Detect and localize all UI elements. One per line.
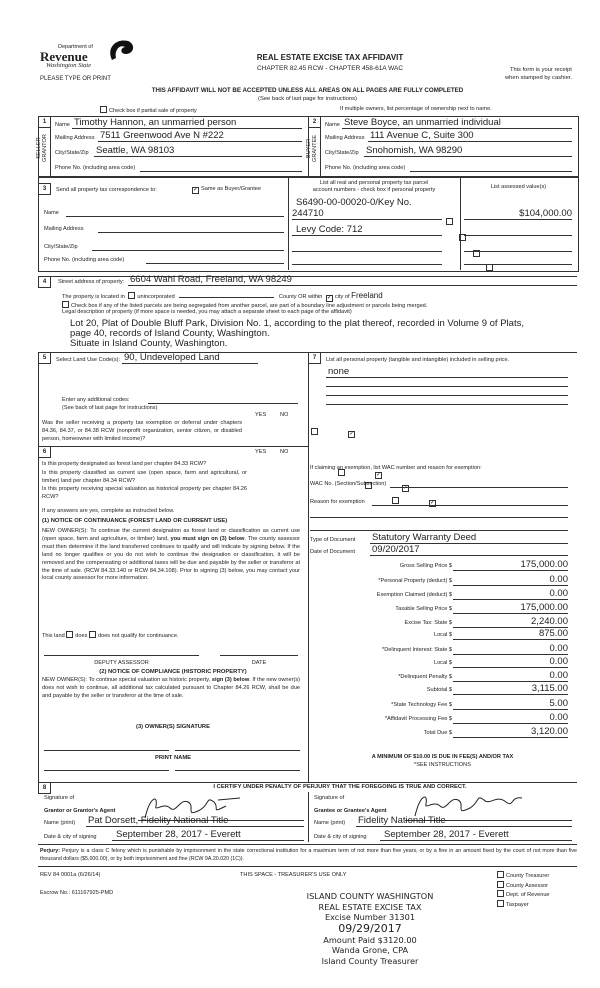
- underline: [326, 377, 568, 378]
- personal-property-label: List all personal property (tangible and intangible) included in selling price.: [326, 357, 510, 363]
- date-city-label: Date & city of signing: [314, 834, 367, 840]
- fee-value-field[interactable]: 5.00: [549, 698, 568, 709]
- buyer-city-field[interactable]: Snohomish, WA 98290: [366, 145, 463, 156]
- divider: [308, 792, 309, 842]
- underline: [122, 363, 258, 364]
- deputy-date-line[interactable]: [220, 655, 298, 656]
- personal-property-checkbox[interactable]: [446, 218, 453, 225]
- stamp-tax: REAL ESTATE EXCISE TAX: [318, 901, 422, 912]
- underline: [453, 599, 568, 600]
- reason-field[interactable]: [310, 517, 568, 518]
- fee-label: Taxable Selling Price $: [395, 606, 452, 612]
- forest-land-question: Is this property designated as forest land per chapter 84.33 RCW?: [42, 461, 207, 467]
- logo-state-text: Washington State: [46, 62, 92, 69]
- divider: [38, 844, 577, 845]
- divider: [38, 866, 577, 867]
- buyer-city-label: City/State/Zip: [325, 150, 359, 156]
- buyer-phone-field[interactable]: [410, 171, 572, 172]
- fee-label: Exemption Claimed (deduct) $: [376, 592, 452, 598]
- additional-codes-field[interactable]: [148, 403, 298, 404]
- grantee-date-field[interactable]: September 28, 2017 - Everett: [384, 829, 509, 840]
- legal-description-line[interactable]: Situate in Island County, Washington.: [70, 338, 228, 349]
- current-use-question: Is this property classified as current use (open space, farm and agricultural, or timber) land per chapter 84.34 RCW?: [42, 470, 247, 484]
- underline: [368, 141, 572, 142]
- checkbox[interactable]: [62, 301, 69, 308]
- notice-continuance-text: NEW OWNER(S): To continue the current designation as forest land or classification as current use (open space, farm and agriculture, or timber) land, you must sign on (3) below. The county assessor must then determine if the land transferred continues to qualify and will indicate by signing below. If the land no longer qualifies or you do not wish to continue the designation or classification, it will be removed and the compensating or additional taxes will be due and payable by the seller or transferor at the time of sale. (RCW 84.33.140 or RCW 84.34.108). Prior to signing (3) below, you may contact your local county assessor for more information.: [42, 528, 300, 582]
- checkbox[interactable]: [100, 106, 107, 113]
- date-label: DATE: [251, 660, 267, 666]
- section-number: 1: [38, 116, 51, 128]
- corr-phone-field[interactable]: [146, 263, 284, 264]
- section-number: 7: [308, 352, 321, 364]
- date-city-label: Date & city of signing: [44, 834, 97, 840]
- seller-name-label: Name: [55, 122, 70, 128]
- fee-label: *Delinquent Interest: State $: [382, 647, 452, 653]
- minimum-fee-note: A MINIMUM OF $10.00 IS DUE IN FEE(S) AND/OR TAX: [371, 754, 514, 760]
- notice-compliance-title: (2) NOTICE OF COMPLIANCE (HISTORIC PROPERTY): [99, 669, 247, 675]
- no-header: NO: [280, 412, 289, 418]
- fee-label: *Delinquent Penalty $: [398, 674, 452, 680]
- corr-city-label: City/State/Zip: [44, 244, 78, 250]
- does-not-checkbox[interactable]: [89, 631, 96, 638]
- corr-phone-label: Phone No. (including area code): [44, 257, 125, 263]
- fee-label: Total Due $: [423, 730, 452, 736]
- buyer-grantee-label: BUYER GRANTEE: [306, 134, 318, 162]
- parcel-header: account numbers - check box if personal property: [312, 187, 436, 193]
- assessed-field[interactable]: [464, 251, 572, 252]
- county-or-label: County OR within: [278, 294, 323, 300]
- underline: [364, 156, 572, 157]
- underline: [292, 235, 442, 236]
- fee-value-field[interactable]: 2,240.00: [531, 616, 568, 627]
- segregated-label: Check box if any of the listed parcels are being segregated from another parcel, are part of a boundary line adjustment or parcels being merged.: [71, 303, 428, 309]
- checkbox[interactable]: [497, 900, 504, 907]
- fee-label: Excise Tax: State $: [404, 620, 452, 626]
- fee-value-field[interactable]: 0.00: [549, 574, 568, 585]
- stamp-treasurer-name: Wanda Grone, CPA: [331, 945, 409, 955]
- multiple-owners-note: If multiple owners, list percentage of ownership next to name.: [340, 106, 492, 112]
- grantor-date-field[interactable]: September 28, 2017 - Everett: [116, 829, 241, 840]
- assessed-header: List assessed value(s): [490, 184, 547, 190]
- underline: [380, 840, 572, 841]
- acceptance-warning: THIS AFFIDAVIT WILL NOT BE ACCEPTED UNLESS ALL AREAS ON ALL PAGES ARE FULLY COMPLETED: [151, 87, 464, 94]
- checkbox-checked[interactable]: ✓: [193, 187, 199, 193]
- legal-description-line[interactable]: Lot 20, Plat of Double Bluff Park, Division No. 1, according to the plat thereof, recorded in Volume 9 of Plats,: [70, 318, 524, 329]
- grantee-name-field[interactable]: Fidelity National Title: [358, 815, 446, 826]
- does-not-label: does not qualify for continuance.: [97, 633, 179, 639]
- underline: [356, 826, 572, 827]
- parcel-field[interactable]: [292, 264, 442, 265]
- this-land-label: This land: [42, 633, 65, 639]
- stamp-county: ISLAND COUNTY WASHINGTON: [306, 891, 434, 901]
- corr-name-field[interactable]: [66, 216, 284, 217]
- street-label: Street address of property:: [58, 279, 125, 285]
- historic-yes-checkbox[interactable]: [392, 497, 399, 504]
- additional-codes-note: (See back of last page for instructions): [62, 405, 158, 411]
- parcel-number-field[interactable]: S6490-00-00020-0/Key No.: [296, 197, 412, 208]
- print-name-line[interactable]: [44, 770, 169, 771]
- parcel-header: List all real and personal property tax parcel: [319, 180, 429, 186]
- personal-property-field[interactable]: none: [328, 366, 350, 377]
- doc-date-label: Date of Document: [310, 549, 356, 555]
- treasurer-use-label: THIS SPACE - TREASURER'S USE ONLY: [240, 872, 347, 878]
- print-name-line[interactable]: [175, 770, 300, 771]
- fee-label: Local $: [433, 632, 452, 638]
- seller-mail-field[interactable]: 7511 Greenwood Ave N #222: [100, 130, 224, 141]
- forest-no-checkbox-checked[interactable]: ✓: [376, 472, 382, 478]
- additional-codes-label: Enter any additional codes:: [62, 397, 130, 403]
- section-number: 5: [38, 352, 51, 364]
- form-revision: REV 84 0001a (6/26/14): [40, 872, 101, 878]
- does-checkbox[interactable]: [66, 631, 73, 638]
- parcel-key-field[interactable]: 244710: [292, 208, 324, 219]
- no-header: NO: [280, 449, 289, 455]
- buyer-name-field[interactable]: Steve Boyce, an unmarried individual: [344, 117, 501, 128]
- underline: [453, 737, 568, 738]
- historic-question: Is this property receiving special valuation as historical property per chapter 84.26 RCW?: [42, 486, 247, 500]
- fee-value-field[interactable]: 0.00: [549, 588, 568, 599]
- underline: [72, 128, 302, 129]
- deputy-assessor-label: DEPUTY ASSESSOR: [94, 660, 149, 666]
- print-name-label: PRINT NAME: [154, 755, 192, 761]
- stamp-excise-number: Excise Number 31301: [324, 912, 416, 922]
- certify-statement: I CERTIFY UNDER PENALTY OF PERJURY THAT THE FOREGOING IS TRUE AND CORRECT.: [213, 784, 467, 790]
- fee-value-field[interactable]: 0.00: [549, 643, 568, 654]
- copy-county-treasurer[interactable]: County Treasurer: [497, 871, 550, 881]
- reason-label: Reason for exemption: [310, 499, 365, 505]
- reason-field[interactable]: [372, 505, 568, 506]
- wac-field[interactable]: [390, 487, 568, 488]
- if-yes-note: If any answers are yes, complete as instructed below.: [42, 508, 175, 514]
- doc-date-field[interactable]: 09/20/2017: [372, 544, 420, 555]
- underline: [453, 639, 568, 640]
- copy-distribution-list: [497, 871, 550, 909]
- historic-no-checkbox-checked[interactable]: ✓: [429, 500, 436, 506]
- perjury-notice: Perjury: Perjury is a class C felony which is punishable by imprisonment in the state correctional institution for a maximum term of not more than five years, or by a fine in an amount fixed by the court of not more than five thousand dollars ($5,000.00), or by both imprisonment and fine (RCW 9A.20.020 (1C)).: [40, 848, 577, 862]
- seller-grantor-label: SELLER GRANTOR: [36, 134, 48, 162]
- reason-field[interactable]: [310, 530, 568, 531]
- fee-label: *State Technology Fee $: [391, 702, 452, 708]
- city-checkbox-checked[interactable]: ✓: [326, 295, 332, 301]
- type-or-print-note: PLEASE TYPE OR PRINT: [40, 76, 111, 82]
- divider: [308, 352, 309, 782]
- fee-label: *Affidavit Processing Fee $: [384, 716, 452, 722]
- copy-taxpayer[interactable]: Taxpayer: [497, 900, 550, 910]
- divider: [38, 782, 577, 783]
- underline: [94, 156, 302, 157]
- copy-dept-revenue[interactable]: Dept. of Revenue: [497, 890, 550, 900]
- grantee-agent-label: Grantee or Grantee's Agent: [314, 808, 387, 814]
- buyer-phone-label: Phone No. (including area code): [325, 165, 406, 171]
- receipt-note-1: This form is your receipt: [510, 67, 572, 73]
- underline: [453, 694, 568, 695]
- divider: [320, 126, 321, 176]
- underline: [453, 613, 568, 614]
- underline: [453, 723, 568, 724]
- assessed-field[interactable]: [464, 235, 572, 236]
- fee-label: *Personal Property (deduct) $: [378, 578, 452, 584]
- exemption-question: Was the seller receiving a property tax exemption or deferral under chapters 84.36, 84.37, or 84.38 RCW (nonprofit organization, senior citizen, or disabled person, homeowner with limited income)?: [42, 420, 242, 442]
- exemption-label: If claiming an exemption, list WAC number and reason for exemption:: [310, 465, 482, 471]
- land-use-label: Select Land Use Code(s):: [56, 357, 121, 363]
- underline: [98, 141, 302, 142]
- corr-name-label: Name: [44, 210, 59, 216]
- city-of-label: city of: [334, 294, 350, 300]
- signature-of-label: Signature of: [314, 795, 345, 801]
- section-number: 8: [38, 782, 51, 794]
- partial-sale-label: Check box if partial sale of property: [109, 108, 197, 114]
- deputy-signature-line[interactable]: [44, 655, 199, 656]
- legal-description-label: Legal description of property (if more space is needed, you may attach a separate sheet to each page of the affidavit): [62, 309, 352, 315]
- fee-value-field[interactable]: 3,120.00: [531, 726, 568, 737]
- unincorporated-label: unincorporated: [137, 294, 175, 300]
- underline: [453, 585, 568, 586]
- personal-property-line[interactable]: [326, 404, 568, 405]
- seller-city-label: City/State/Zip: [55, 150, 89, 156]
- section-number: 3: [38, 183, 51, 195]
- fee-label: Gross Selling Price $: [399, 563, 452, 569]
- checkbox[interactable]: [497, 871, 504, 878]
- underline: [453, 654, 568, 655]
- owner-signature-line[interactable]: [44, 750, 169, 751]
- seller-city-field[interactable]: Seattle, WA 98103: [96, 145, 175, 156]
- fee-label: Local $: [433, 660, 452, 666]
- parcel-field[interactable]: [292, 251, 442, 252]
- form-title: REAL ESTATE EXCISE TAX AFFIDAVIT: [256, 53, 404, 62]
- owner-signature-title: (3) OWNER(S) SIGNATURE: [136, 724, 210, 730]
- fee-value-field[interactable]: 875.00: [538, 628, 568, 639]
- see-instructions-note: *SEE INSTRUCTIONS: [414, 762, 471, 768]
- signature-of-label: Signature of: [44, 795, 75, 801]
- treasurer-stamp: [270, 891, 470, 966]
- underline: [453, 681, 568, 682]
- fee-value-field[interactable]: 3,115.00: [531, 683, 568, 694]
- levy-code-field[interactable]: Levy Code: 712: [296, 224, 363, 235]
- fee-value-field[interactable]: 0.00: [549, 670, 568, 681]
- personal-property-line[interactable]: [326, 386, 568, 387]
- grantor-agent-label: Grantor or Grantor's Agent: [44, 808, 116, 814]
- underline: [128, 285, 577, 286]
- same-as-buyer-checkbox[interactable]: [192, 186, 261, 194]
- seller-name-field[interactable]: Timothy Hannon, an unmarried person: [74, 117, 237, 128]
- exemption-yes-checkbox[interactable]: [311, 428, 318, 435]
- legal-description-line[interactable]: page 40, records of Island County, Washington.: [70, 328, 270, 339]
- logo-name-text: Revenue: [40, 49, 88, 64]
- underline: [292, 219, 442, 220]
- underline: [453, 570, 568, 571]
- notice-continuance-title: (1) NOTICE OF CONTINUANCE (FOREST LAND OR CURRENT USE): [42, 518, 228, 524]
- stamp-amount: Amount Paid $3120.00: [323, 934, 417, 945]
- seller-mail-label: Mailing Address: [55, 135, 95, 141]
- personal-property-line[interactable]: [326, 395, 568, 396]
- buyer-name-label: Name: [325, 122, 340, 128]
- city-field[interactable]: Freeland: [351, 291, 383, 300]
- yes-header: YES: [255, 449, 267, 455]
- current-use-no-checkbox-checked[interactable]: ✓: [403, 485, 409, 491]
- checkbox[interactable]: [497, 881, 504, 888]
- county-field[interactable]: [179, 297, 274, 298]
- section-number: 2: [308, 116, 321, 128]
- fee-value-field[interactable]: 0.00: [549, 656, 568, 667]
- checkbox[interactable]: [497, 890, 504, 897]
- logo-dept-text: Department of: [58, 44, 93, 50]
- wac-label: WAC No. (Section/Subsection): [310, 481, 387, 487]
- located-label: The property is located in: [62, 294, 125, 300]
- copy-county-assessor[interactable]: County Assessor: [497, 881, 550, 891]
- seller-phone-label: Phone No. (including area code): [55, 165, 136, 171]
- fee-value-field[interactable]: 175,000.00: [520, 602, 568, 613]
- does-label: does: [75, 633, 88, 639]
- buyer-mail-label: Mailing Address: [325, 135, 365, 141]
- seller-phone-field[interactable]: [140, 171, 302, 172]
- underline: [464, 219, 572, 220]
- escrow-number: Escrow No.: 611167925-PMD: [40, 890, 114, 896]
- doc-type-field[interactable]: Statutory Warranty Deed: [372, 532, 477, 543]
- instructions-note: (See back of last page for instructions): [258, 96, 357, 102]
- fee-value-field[interactable]: 175,000.00: [520, 559, 568, 570]
- correspondence-label: Send all property tax correspondence to:: [56, 187, 157, 193]
- corr-city-field[interactable]: [92, 250, 284, 251]
- fee-label: Subtotal $: [426, 687, 452, 693]
- notice-compliance-text: NEW OWNER(S): To continue special valuation as historic property, sign (3) below. If the new owner(s) does not wish to continue, all additional tax calculated pursuant to Chapter 84.26 RCW, shall be due and payable by the seller or transferor at the time of sale.: [42, 677, 300, 699]
- land-use-code-field[interactable]: 90, Undeveloped Land: [124, 352, 220, 363]
- divider: [38, 446, 308, 447]
- receipt-note-2: when stamped by cashier.: [505, 75, 573, 81]
- underline: [86, 826, 304, 827]
- assessed-field[interactable]: [464, 264, 572, 265]
- section-number: 4: [38, 276, 51, 288]
- grantor-name-field[interactable]: Pat Dorsett, Fidelity National Title: [88, 815, 229, 826]
- stamp-date: 09/29/2017: [338, 921, 402, 935]
- underline: [453, 667, 568, 668]
- underline: [342, 128, 572, 129]
- doc-type-label: Type of Document: [310, 537, 356, 543]
- partial-sale-checkbox[interactable]: [100, 106, 197, 115]
- street-address-field[interactable]: 6604 Wahl Road, Freeland, WA 98249: [130, 274, 292, 285]
- underline: [370, 555, 568, 556]
- form-chapter: CHAPTER 82.45 RCW - CHAPTER 458-61A WAC: [256, 65, 404, 72]
- assessed-value-field[interactable]: $104,000.00: [519, 208, 572, 219]
- divider: [38, 276, 577, 277]
- qualify-row: [42, 631, 179, 640]
- owner-signature-line[interactable]: [175, 750, 300, 751]
- dor-swirl-icon: [106, 38, 136, 64]
- name-print-label: Name (print): [314, 820, 346, 826]
- yes-header: YES: [255, 412, 267, 418]
- personal-property-checkbox[interactable]: [486, 264, 493, 271]
- name-print-label: Name (print): [44, 820, 76, 826]
- fee-value-field[interactable]: 0.00: [549, 712, 568, 723]
- exemption-no-checkbox-checked[interactable]: ✓: [349, 431, 355, 437]
- same-as-buyer-label: Same as Buyer/Grantee: [201, 186, 262, 192]
- border: [38, 352, 39, 782]
- underline: [112, 840, 304, 841]
- stamp-treasurer-title: Island County Treasurer: [321, 955, 419, 966]
- corr-mail-field[interactable]: [98, 232, 284, 233]
- corr-mail-label: Mailing Address: [44, 226, 84, 232]
- buyer-mail-field[interactable]: 111 Avenue C, Suite 300: [370, 130, 474, 141]
- section-number: 6: [38, 446, 51, 458]
- underline: [453, 709, 568, 710]
- divider: [50, 126, 51, 176]
- unincorporated-checkbox[interactable]: [128, 292, 135, 299]
